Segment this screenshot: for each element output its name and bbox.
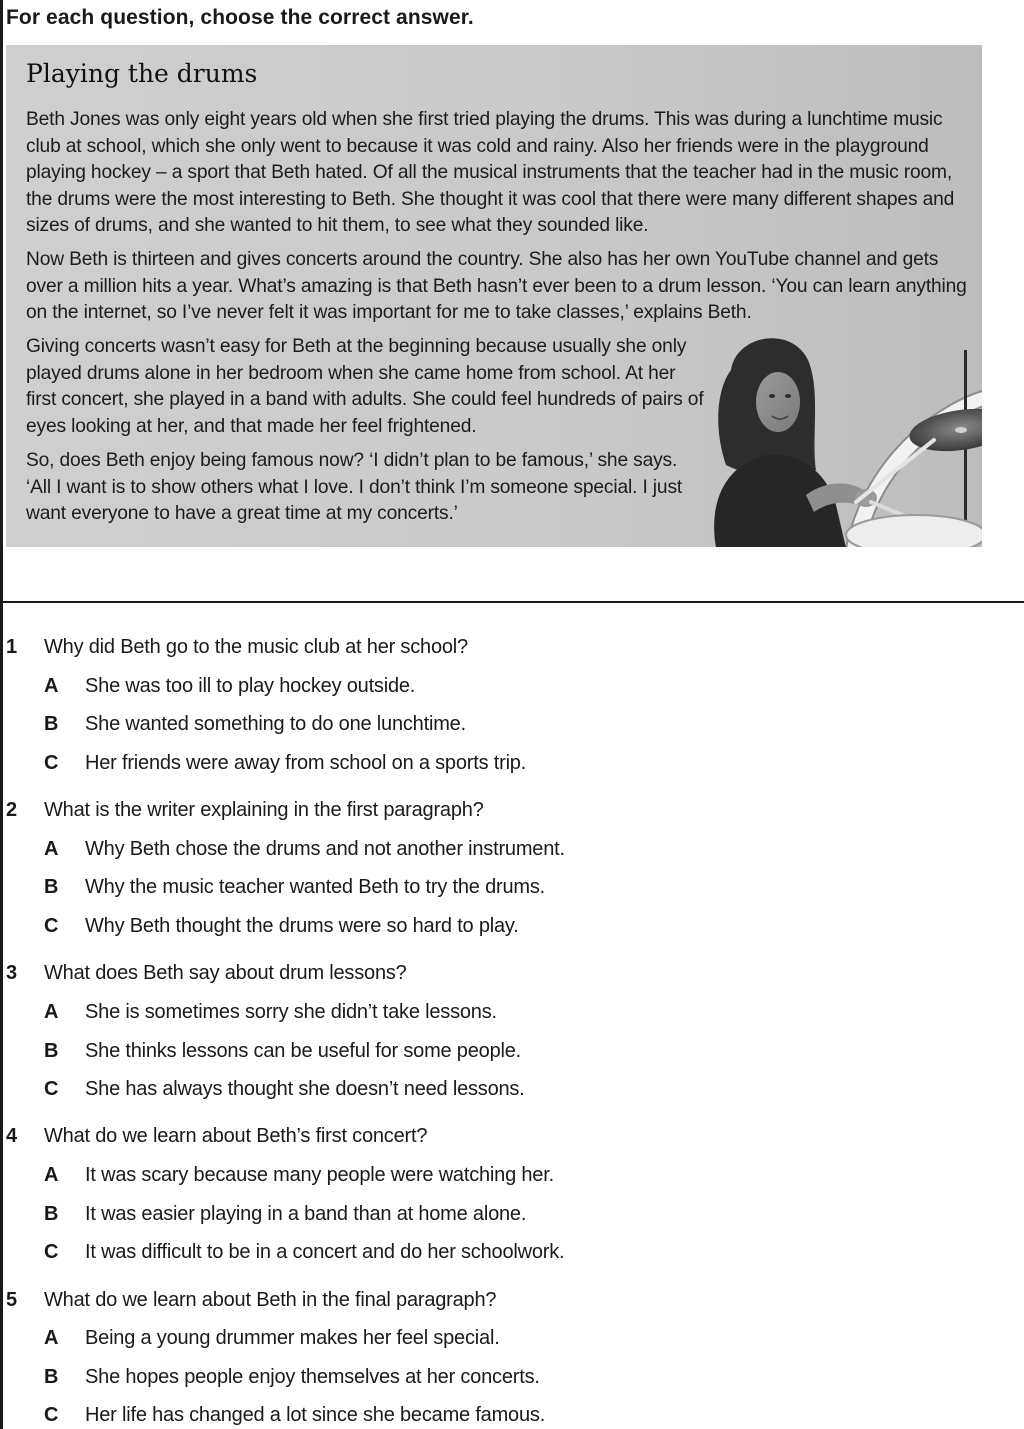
question-number: 4 — [6, 1125, 18, 1147]
left-margin-rule — [0, 0, 3, 1429]
question-text: What does Beth say about drum lessons? — [44, 962, 407, 984]
option-letter: C — [44, 1404, 59, 1426]
question-text: Why did Beth go to the music club at her school? — [44, 636, 468, 658]
question-text: What do we learn about Beth’s first concert? — [44, 1125, 428, 1147]
option-text: It was easier playing in a band than at home alone. — [85, 1203, 527, 1225]
option-text: Her life has changed a lot since she became famous. — [85, 1404, 546, 1426]
article-paragraph-3: Giving concerts wasn’t easy for Beth at the beginning because usually she only played drums alone in her bedroom when she came home from school. At her first concert, she played in a band with adults. She could feel hundreds of pairs of eyes looking at her, and that made her feel frightened. — [26, 336, 704, 437]
option-letter: A — [44, 675, 59, 697]
option-text: She is sometimes sorry she didn’t take lessons. — [85, 1001, 497, 1023]
question-number: 1 — [6, 636, 18, 658]
option-text: Why Beth thought the drums were so hard to play. — [85, 915, 519, 937]
option-text: Why Beth chose the drums and not another instrument. — [85, 838, 565, 860]
option-letter: C — [44, 752, 59, 774]
option-letter: C — [44, 1078, 59, 1100]
article-paragraph-1: Beth Jones was only eight years old when she first tried playing the drums. This was during a lunchtime music club at school, which she only went to because it was cold and rainy. Also her friends were in the playground playing hockey – a sport that Beth hated. Of all the musical instruments that the teacher had in the music room, the drums were the most interesting to Beth. She thought it was cool that there were many different shapes and sizes of drums, and she wanted to hit them, to see what they sounded like. — [26, 109, 955, 236]
article-paragraph-2: Now Beth is thirteen and gives concerts around the country. She also has her own YouTube channel and gets over a million hits a year. What’s amazing is that Beth hasn’t ever been to a drum lesson. ‘You can learn anything on the internet, so I’ve never felt it was important for me to take classes,’ explains Beth. — [26, 249, 967, 323]
instruction-text: For each question, choose the correct answer. — [6, 6, 474, 29]
option-letter: C — [44, 1241, 59, 1263]
option-text: She thinks lessons can be useful for some people. — [85, 1040, 522, 1062]
option-text: She hopes people enjoy themselves at her concerts. — [85, 1366, 540, 1388]
option-text: It was difficult to be in a concert and do her schoolwork. — [85, 1241, 565, 1263]
section-divider — [0, 601, 1024, 603]
option-text: She has always thought she doesn’t need lessons. — [85, 1078, 525, 1100]
question-text: What do we learn about Beth in the final paragraph? — [44, 1289, 497, 1311]
option-letter: A — [44, 1327, 59, 1349]
article-paragraph-4: So, does Beth enjoy being famous now? ‘I didn’t plan to be famous,’ she says. ‘All I want is to show others what I love. I don’t think I’m someone special. I just want everyone to have a great time at my concerts.’ — [26, 450, 683, 524]
question-text: What is the writer explaining in the first paragraph? — [44, 799, 484, 821]
option-letter: A — [44, 1001, 59, 1023]
drummer-photo — [696, 330, 982, 547]
option-text: Her friends were away from school on a sports trip. — [85, 752, 527, 774]
question-number: 2 — [6, 799, 18, 821]
option-letter: B — [44, 1366, 59, 1388]
question-number: 3 — [6, 962, 18, 984]
option-letter: A — [44, 1164, 59, 1186]
option-text: Why the music teacher wanted Beth to try the drums. — [85, 876, 546, 898]
option-letter: A — [44, 838, 59, 860]
option-letter: B — [44, 713, 59, 735]
option-text: She was too ill to play hockey outside. — [85, 675, 416, 697]
option-letter: B — [44, 1203, 59, 1225]
option-letter: B — [44, 876, 59, 898]
question-number: 5 — [6, 1289, 18, 1311]
reading-text-box — [6, 45, 982, 547]
option-letter: C — [44, 915, 59, 937]
article-title: Playing the drums — [26, 59, 258, 88]
option-text: Being a young drummer makes her feel special. — [85, 1327, 500, 1349]
option-letter: B — [44, 1040, 59, 1062]
option-text: It was scary because many people were watching her. — [85, 1164, 554, 1186]
option-text: She wanted something to do one lunchtime. — [85, 713, 466, 735]
